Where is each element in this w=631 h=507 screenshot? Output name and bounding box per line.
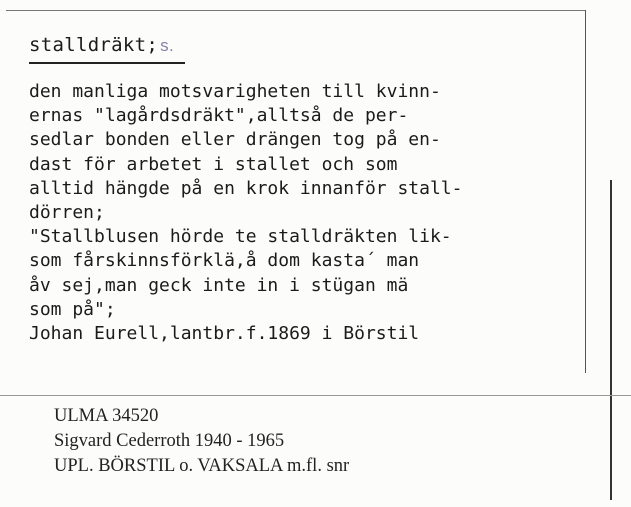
entry-line: "Stallblusen hörde te stalldräkten lik-	[29, 226, 452, 248]
collector-line: Sigvard Cederroth 1940 - 1965	[54, 431, 285, 451]
entry-line: ernas "lagårdsdräkt",alltså de per-	[29, 105, 409, 127]
headword-mark: s.	[160, 36, 174, 55]
card-top-edge	[6, 10, 586, 11]
card-right-edge	[585, 10, 586, 373]
footer-divider	[0, 395, 631, 396]
entry-line: dast för arbetet i stallet och som	[29, 153, 398, 175]
entry-line: sedlar bonden eller drängen tog på en-	[29, 129, 441, 151]
archive-number: ULMA 34520	[54, 406, 159, 426]
card-footer	[54, 404, 349, 479]
entry-line: som fårskinnsförklä,å dom kasta´ man	[29, 250, 420, 272]
headword-underline	[29, 62, 185, 64]
entry-line: dörren;	[29, 202, 105, 224]
location-line: UPL. BÖRSTIL o. VAKSALA m.fl. snr	[54, 456, 350, 476]
card-outer-edge	[610, 180, 612, 500]
entry-line: åv sej,man geck inte in i stügan mä	[29, 274, 409, 296]
entry-line: som på";	[29, 298, 116, 320]
entry-line: den manliga motsvarigheten till kvinn-	[29, 81, 441, 102]
entry-line: alltid hängde på en krok innanför stall-	[29, 177, 463, 199]
headword-text: stalldräkt;	[29, 34, 159, 56]
headword	[29, 34, 174, 56]
informant-line: Johan Eurell,lantbr.f.1869 i Börstil	[29, 323, 420, 345]
entry-text	[29, 80, 462, 346]
